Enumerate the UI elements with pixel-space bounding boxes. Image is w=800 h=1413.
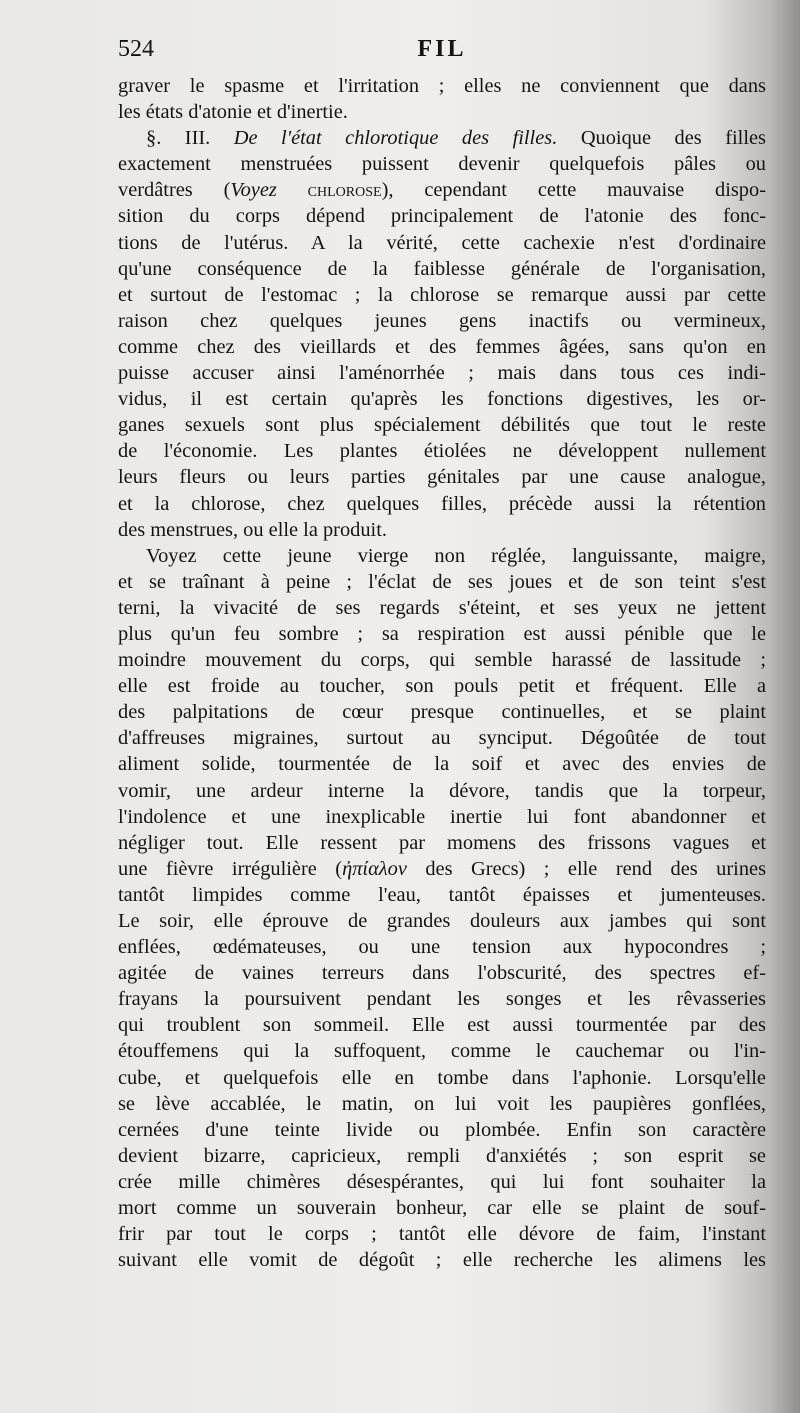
text-fragment: ), cependant cette mauvaise dispo-: [381, 179, 766, 202]
text-line: frayans la poursuivent pendant les songes et les rêvasseries: [118, 988, 766, 1011]
text-line: étouffemens qui la suffoquent, comme le cauchemar ou l'in-: [118, 1040, 766, 1063]
text-line: négliger tout. Elle ressent par momens des frissons vagues et: [118, 831, 766, 854]
text-line: [118, 856, 766, 882]
text-line: et la chlorose, chez quelques filles, précède aussi la rétention: [118, 492, 766, 515]
page-header: [118, 36, 766, 70]
body-text: [118, 73, 766, 1273]
text-line: de l'économie. Les plantes étiolées ne développent nullement: [118, 440, 766, 463]
section-number: §. III.: [146, 127, 211, 150]
text-line: aliment solide, tourmentée de la soif et avec des envies de: [118, 753, 766, 776]
text-fragment: Quoique des filles: [580, 127, 766, 150]
text-line: elle est froide au toucher, son pouls petit et fréquent. Elle a: [118, 675, 766, 698]
text-line: se lève accablée, le matin, on lui voit les paupières gonflées,: [118, 1092, 766, 1115]
text-line: qu'une conséquence de la faiblesse générale de l'organisation,: [118, 257, 766, 280]
text-line: cube, et quelquefois elle en tombe dans l'aphonie. Lorsqu'elle: [118, 1066, 766, 1089]
text-line: l'indolence et une inexplicable inertie lui font abandonner et: [118, 805, 766, 828]
text-line: terni, la vivacité de ses regards s'éteint, et ses yeux ne jettent: [118, 596, 766, 619]
text-line: suivant elle vomit de dégoût ; elle recherche les alimens les: [118, 1249, 766, 1272]
text-line: crée mille chimères désespérantes, qui lui font souhaiter la: [118, 1170, 766, 1193]
text-line: et surtout de l'estomac ; la chlorose se remarque aussi par cette: [118, 283, 766, 306]
text-line: cernées d'une teinte livide ou plombée. Enfin son caractère: [118, 1118, 766, 1141]
text-fragment: des Grecs) ; elle rend des urines: [406, 857, 766, 880]
text-line: des palpitations de cœur presque continuelles, et se plaint: [118, 701, 766, 724]
text-line: Voyez cette jeune vierge non réglée, languissante, maigre,: [146, 544, 766, 567]
text-line: vidus, il est certain qu'après les fonctions digestives, les or-: [118, 388, 766, 411]
text-line: Le soir, elle éprouve de grandes douleurs aux jambes qui sont: [118, 910, 766, 932]
text-line: mort comme un souverain bonheur, car elle se plaint de souf-: [118, 1197, 766, 1220]
text-line: sition du corps dépend principalement de l'atonie des fonc-: [118, 205, 766, 228]
text-line: puisse accuser ainsi l'aménorrhée ; mais dans tous ces indi-: [118, 362, 766, 385]
text-line: moindre mouvement du corps, qui semble harassé de lassitude ;: [118, 649, 766, 672]
text-line: tantôt limpides comme l'eau, tantôt épaisses et jumenteuses.: [118, 883, 766, 906]
section-title: De l'état chlorotique des filles.: [233, 127, 558, 150]
text-line: graver le spasme et l'irritation ; elles ne conviennent que dans: [118, 75, 766, 97]
greek-word: ἠπίαλον: [342, 857, 407, 880]
page-number: 524: [118, 36, 154, 62]
text-line: exactement menstruées puissent devenir quelquefois pâles ou: [118, 153, 766, 176]
text-line: vomir, une ardeur interne la dévore, tandis que la torpeur,: [118, 779, 766, 802]
cross-reference-voyez: Voyez: [230, 179, 277, 202]
text-line: tions de l'utérus. A la vérité, cette cachexie n'est d'ordinaire: [118, 231, 766, 254]
text-line: devient bizarre, capricieux, rempli d'anxiétés ; son esprit se: [118, 1144, 766, 1167]
text-line: d'affreuses migraines, surtout au synciput. Dégoûtée de tout: [118, 727, 766, 750]
text-line: raison chez quelques jeunes gens inactifs ou vermineux,: [118, 309, 766, 332]
text-line: plus qu'un feu sombre ; sa respiration est aussi pénible que le: [118, 622, 766, 645]
section-heading-line: [118, 125, 766, 151]
text-fragment: une fièvre irrégulière (: [118, 857, 343, 880]
text-line: comme chez des vieillards et des femmes âgées, sans qu'on en: [118, 335, 766, 358]
text-line: les états d'atonie et d'inertie.: [118, 101, 348, 124]
text-line: et se traînant à peine ; l'éclat de ses joues et de son teint s'est: [118, 570, 766, 593]
text-line: ganes sexuels sont plus spécialement débilités que tout le reste: [118, 414, 766, 437]
text-line: qui troublent son sommeil. Elle est aussi tourmentée par des: [118, 1014, 766, 1037]
cross-reference-term: chlorose: [307, 179, 382, 202]
text-line: frir par tout le corps ; tantôt elle dévore de faim, l'instant: [118, 1223, 766, 1246]
text-fragment: verdâtres (: [118, 179, 231, 202]
running-head: FIL: [417, 36, 467, 62]
text-line: leurs fleurs ou leurs parties génitales par une cause analogue,: [118, 466, 766, 489]
text-line: [118, 177, 766, 203]
text-line: agitée de vaines terreurs dans l'obscurité, des spectres ef-: [118, 962, 766, 985]
text-line: enflées, œdémateuses, ou une tension aux hypocondres ;: [118, 936, 766, 959]
text-line: des menstrues, ou elle la produit.: [118, 518, 387, 541]
